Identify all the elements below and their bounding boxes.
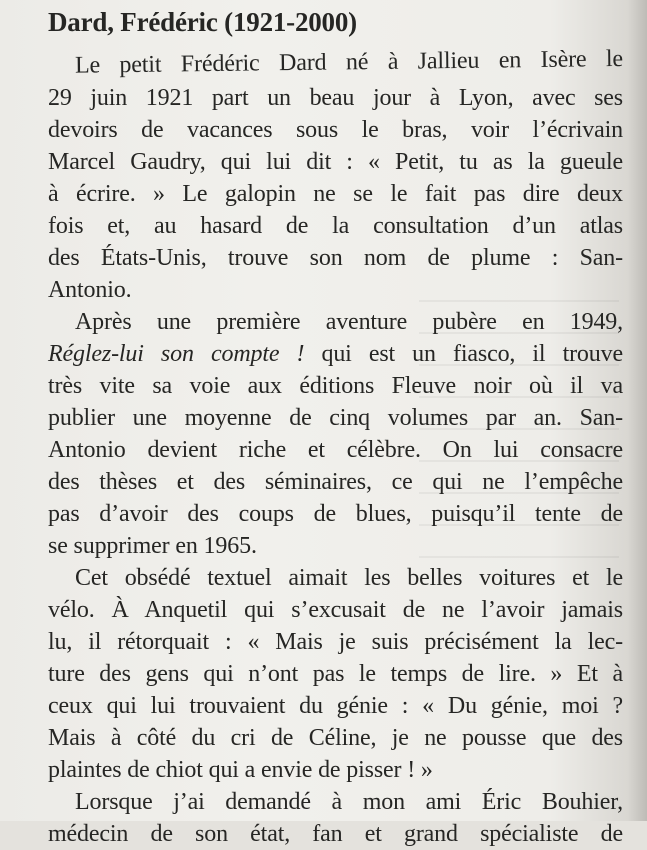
paragraph-4	[48, 786, 623, 850]
paragraph-3	[48, 562, 623, 786]
text-line: Cet obsédé textuel aimait les belles voitures et le	[75, 565, 623, 591]
paragraph-1	[48, 45, 624, 306]
text-line: des États-Unis, trouve son nom de plume : San-	[48, 245, 623, 271]
text-line: vélo. À Anquetil qui s’excusait de ne l’avoir jamais	[48, 597, 623, 623]
text-line: plaintes de chiot qui a envie de pisser ! »	[48, 757, 433, 783]
entry-content	[48, 2, 623, 850]
text-line: Après une première aventure pubère en 1949,	[75, 309, 623, 335]
text-line: pas d’avoir des coups de blues, puisqu’il tente de	[48, 501, 623, 527]
text-line: devoirs de vacances sous le bras, voir l’écrivain	[48, 117, 623, 143]
text-line: des thèses et des séminaires, ce qui ne l’empêche	[48, 469, 623, 495]
text-line-with-title	[48, 338, 623, 370]
text-line: ture des gens qui n’ont pas le temps de lire. » Et à	[48, 661, 623, 687]
text-line: Mais à côté du cri de Céline, je ne pousse que des	[48, 725, 623, 751]
text-line: publier une moyenne de cinq volumes par an. San-	[48, 405, 623, 431]
text-line: fois et, au hasard de la consultation d’un atlas	[48, 213, 623, 239]
entry-heading: Dard, Frédéric (1921-2000)	[48, 7, 357, 37]
text-line: très vite sa voie aux éditions Fleuve noir où il va	[48, 373, 623, 399]
text-line: Lorsque j’ai demandé à mon ami Éric Bouhier,	[75, 789, 623, 815]
paragraph-2	[48, 306, 623, 562]
text-line: se supprimer en 1965.	[48, 533, 257, 559]
text-line: lu, il rétorquait : « Mais je suis précisément la lec-	[48, 629, 623, 655]
text-line: médecin de son état, fan et grand spécialiste de	[48, 821, 623, 847]
text-line: 29 juin 1921 part un beau jour à Lyon, avec ses	[48, 85, 623, 111]
book-title: Réglez-lui son compte !	[48, 341, 305, 367]
text-line: Antonio.	[48, 277, 132, 303]
text-fragment: qui est un fiasco, il trouve	[304, 341, 623, 367]
text-line: ceux qui lui trouvaient du génie : « Du génie, moi ?	[48, 693, 623, 719]
text-line: Marcel Gaudry, qui lui dit : « Petit, tu as la gueule	[48, 149, 623, 175]
text-line: à écrire. » Le galopin ne se le fait pas dire deux	[48, 181, 623, 207]
text-line: Antonio devient riche et célèbre. On lui consacre	[48, 437, 623, 463]
text-line: Le petit Frédéric Dard né à Jallieu en Isère le	[74, 45, 624, 79]
